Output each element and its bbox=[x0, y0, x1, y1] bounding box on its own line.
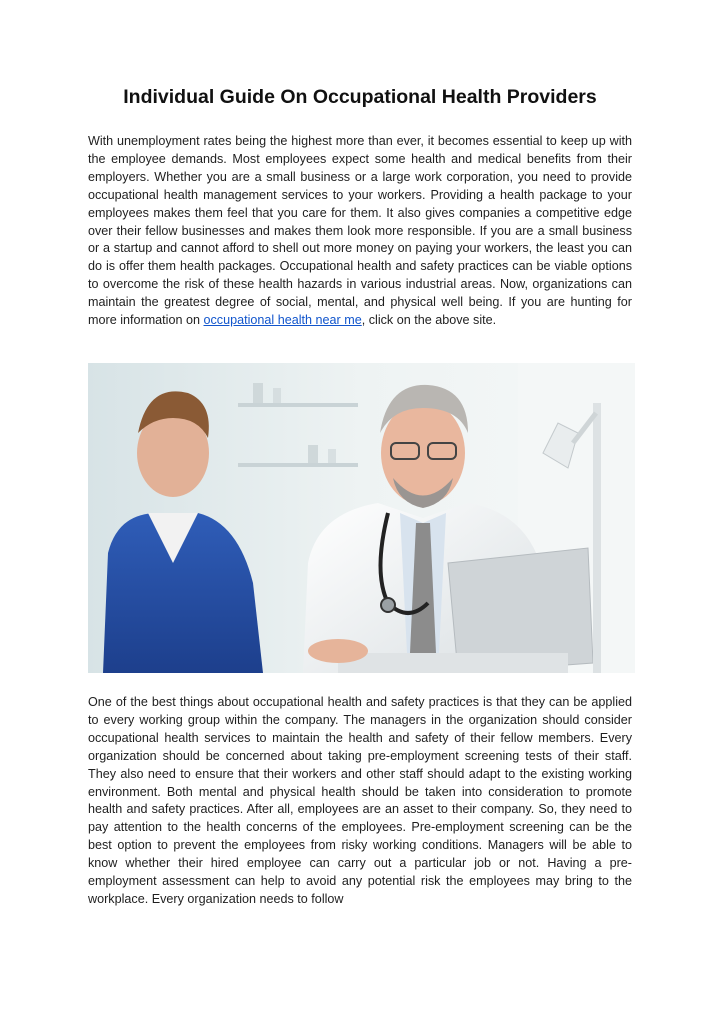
doctor-patient-photo bbox=[88, 363, 635, 673]
page-title: Individual Guide On Occupational Health Providers bbox=[123, 86, 597, 108]
occupational-health-link[interactable]: occupational health near me bbox=[203, 313, 362, 328]
body-paragraph: One of the best things about occupational health and safety practices is that they can be applied to every working group within the company. The managers in the organization should consider occupational health services to maintain the health and safety of their fellow members. Every organization should be concerned about taking pre-employment screening tests of their staff. They also need to ensure that their workers and other staff should adapt to the existing working environment. Both mental and physical health should be taken into consideration to promote health and safety practices. After all, employees are an asset to their company. So, they need to pay attention to the health concerns of the employees. Pre-employment screening can be the best option to prevent the employees from risky working conditions. Managers will be able to know whether their hired employee can carry out a particular job or not. Having a pre-employment assessment can help to avoid any potential risk the employees may bring to the workplace. Every organization needs to follow bbox=[88, 695, 632, 906]
intro-text-end: , click on the above site. bbox=[361, 313, 497, 328]
intro-paragraph bbox=[88, 133, 632, 330]
intro-text: With unemployment rates being the highest more than ever, it becomes essential to keep up with the employee demands. Most employees expect some health and medical benefits from their employers. Whether you are a small business or a large work corporation, you need to provide occupational health management services to your workers. Providing a health package to your employees makes them feel that you care for them. It also gives companies a competitive edge over their fellow businesses and makes them look more responsible. If you are a small business or a startup and cannot afford to shell out more money on paying your workers, the least you can do is offer them health packages. Occupational health and safety practices can be viable options to overcome the risk of these health hazards in various industrial areas. Now, organizations can maintain the greatest degree of social, mental, and physical well being. If you are hunting for more information on bbox=[88, 134, 632, 328]
